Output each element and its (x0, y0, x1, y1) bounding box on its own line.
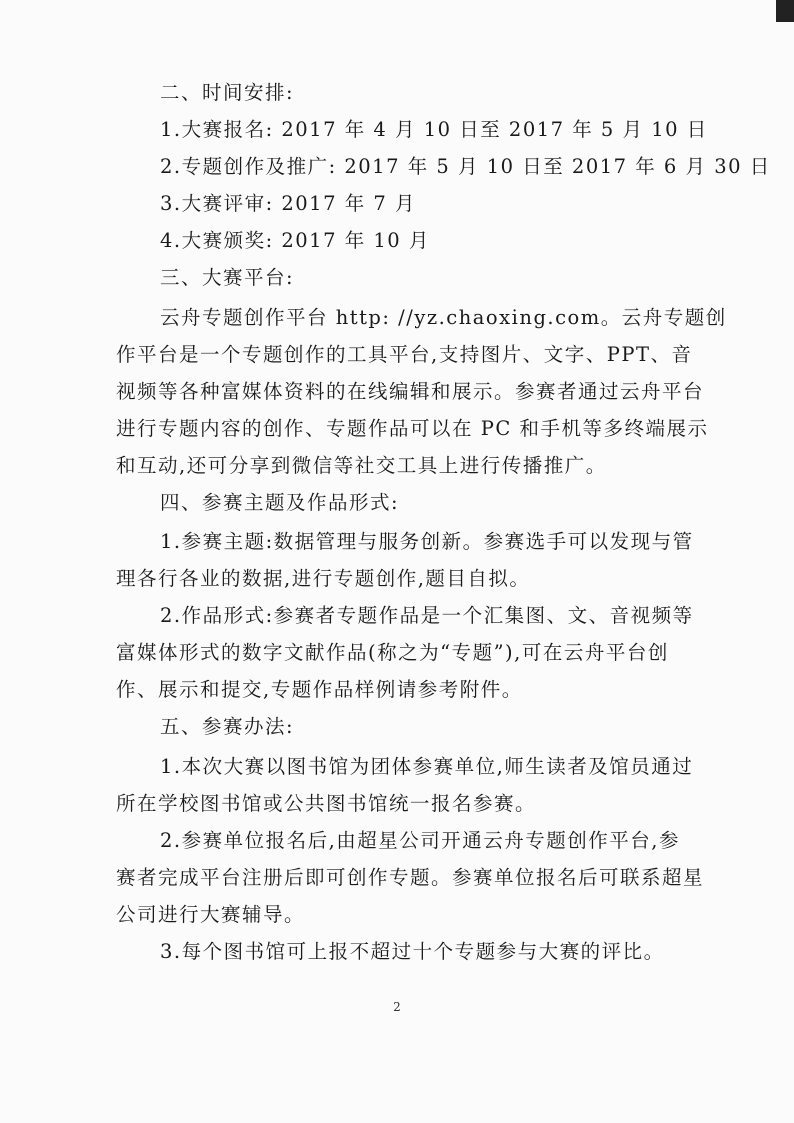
paragraph-line: 作、展示和提交,专题作品样例请参考附件。 (116, 678, 523, 701)
schedule-item-creation: 2.专题创作及推广: 2017 年 5 月 10 日至 2017 年 6 月 30 日 (160, 155, 771, 178)
section-heading-schedule: 二、时间安排: (160, 81, 295, 104)
paragraph-line: 所在学校图书馆或公共图书馆统一报名参赛。 (116, 792, 537, 815)
paragraph-line: 2.参赛单位报名后,由超星公司开通云舟专题创作平台,参 (160, 829, 681, 852)
paragraph-line: 和互动,还可分享到微信等社交工具上进行传播推广。 (116, 454, 607, 477)
schedule-item-award: 4.大赛颁奖: 2017 年 10 月 (160, 229, 430, 252)
section-heading-platform: 三、大赛平台: (160, 266, 295, 289)
schedule-item-registration: 1.大赛报名: 2017 年 4 月 10 日至 2017 年 5 月 10 日 (160, 118, 708, 141)
paragraph-line: 赛者完成平台注册后即可创作专题。参赛单位报名后可联系超星 (116, 866, 705, 889)
paragraph-line: 3.每个图书馆可上报不超过十个专题参与大赛的评比。 (160, 940, 665, 963)
section-heading-theme: 四、参赛主题及作品形式: (160, 491, 400, 514)
section-heading-method: 五、参赛办法: (160, 715, 295, 738)
schedule-item-review: 3.大赛评审: 2017 年 7 月 (160, 192, 417, 215)
paragraph-line: 进行专题内容的创作、专题作品可以在 PC 和手机等多终端展示 (116, 417, 709, 440)
paragraph-line: 作平台是一个专题创作的工具平台,支持图片、文字、PPT、音 (116, 343, 693, 366)
paragraph-line: 1.本次大赛以图书馆为团体参赛单位,师生读者及馆员通过 (160, 755, 694, 778)
paragraph-line: 理各行各业的数据,进行专题创作,题目自拟。 (116, 567, 531, 590)
paragraph-line: 公司进行大赛辅导。 (116, 903, 306, 926)
paragraph-line: 2.作品形式:参赛者专题作品是一个汇集图、文、音视频等 (160, 604, 694, 627)
paragraph-line: 1.参赛主题:数据管理与服务创新。参赛选手可以发现与管 (160, 530, 694, 553)
page-number: 2 (393, 1000, 401, 1014)
paragraph-line: 视频等各种富媒体资料的在线编辑和展示。参赛者通过云舟平台 (116, 380, 705, 403)
paragraph-line: 富媒体形式的数字文献作品(称之为“专题”),可在云舟平台创 (116, 641, 669, 664)
scan-corner-mark (776, 0, 794, 22)
paragraph-line: 云舟专题创作平台 http: //yz.chaoxing.com。云舟专题创 (160, 306, 727, 329)
